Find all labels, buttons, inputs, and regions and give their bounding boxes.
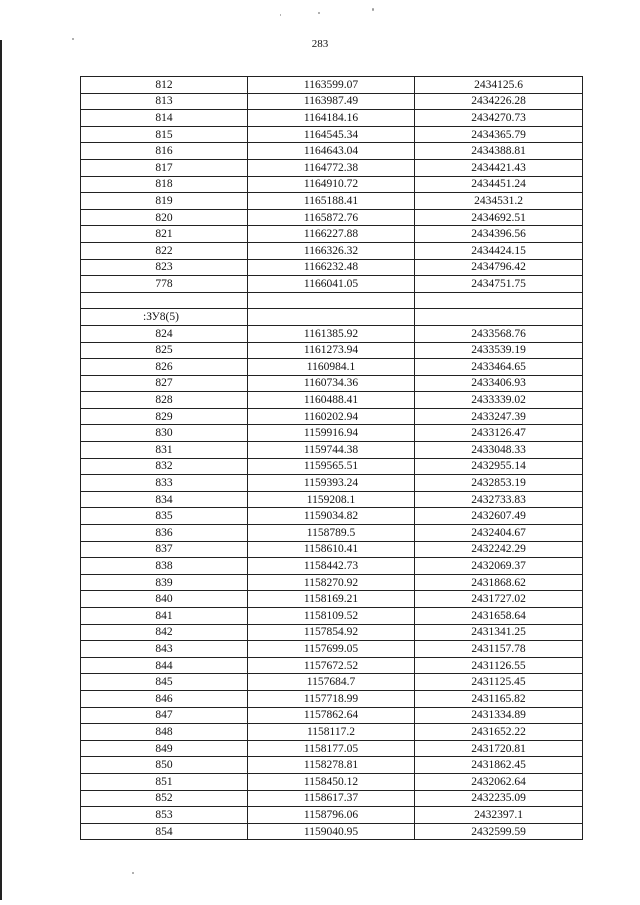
x-coordinate-cell: 1159040.95 bbox=[248, 823, 415, 840]
y-coordinate-cell: 2434531.2 bbox=[415, 193, 583, 210]
point-number-cell: 778 bbox=[81, 276, 248, 293]
point-number-cell: 854 bbox=[81, 823, 248, 840]
table-row bbox=[81, 226, 583, 243]
x-coordinate-cell: 1158617.37 bbox=[248, 790, 415, 807]
y-coordinate-cell: 2434796.42 bbox=[415, 259, 583, 276]
point-number-cell: 818 bbox=[81, 176, 248, 193]
x-coordinate-cell: 1158278.81 bbox=[248, 757, 415, 774]
point-number-cell: 844 bbox=[81, 657, 248, 674]
y-coordinate-cell: 2434388.81 bbox=[415, 143, 583, 160]
x-coordinate-cell: 1166227.88 bbox=[248, 226, 415, 243]
x-coordinate-cell: 1161385.92 bbox=[248, 325, 415, 342]
x-coordinate-cell: 1160984.1 bbox=[248, 359, 415, 376]
x-coordinate-cell: 1158450.12 bbox=[248, 773, 415, 790]
point-number-cell: 817 bbox=[81, 159, 248, 176]
y-coordinate-cell: 2431862.45 bbox=[415, 757, 583, 774]
table-row bbox=[81, 790, 583, 807]
y-coordinate-cell: 2431652.22 bbox=[415, 724, 583, 741]
table-row bbox=[81, 690, 583, 707]
table-row bbox=[81, 110, 583, 127]
table-row bbox=[81, 508, 583, 525]
point-number-cell: 853 bbox=[81, 807, 248, 824]
x-coordinate-cell: 1164643.04 bbox=[248, 143, 415, 160]
table-row bbox=[81, 176, 583, 193]
y-coordinate-cell: 2431157.78 bbox=[415, 641, 583, 658]
x-coordinate-cell: 1158789.5 bbox=[248, 525, 415, 542]
table-row bbox=[81, 608, 583, 625]
x-coordinate-cell: 1160488.41 bbox=[248, 392, 415, 409]
x-coordinate-cell: 1158169.21 bbox=[248, 591, 415, 608]
table-row bbox=[81, 408, 583, 425]
y-coordinate-cell: 2431126.55 bbox=[415, 657, 583, 674]
point-number-cell: 846 bbox=[81, 690, 248, 707]
x-coordinate-cell: 1165188.41 bbox=[248, 193, 415, 210]
y-coordinate-cell: 2432955.14 bbox=[415, 458, 583, 475]
table-row bbox=[81, 591, 583, 608]
y-coordinate-cell: 2432062.64 bbox=[415, 773, 583, 790]
point-number-cell: 832 bbox=[81, 458, 248, 475]
point-number-cell: 827 bbox=[81, 375, 248, 392]
table-row bbox=[81, 657, 583, 674]
y-coordinate-cell: 2433568.76 bbox=[415, 325, 583, 342]
table-row bbox=[81, 342, 583, 359]
table-row bbox=[81, 624, 583, 641]
y-coordinate-cell: 2432853.19 bbox=[415, 475, 583, 492]
x-coordinate-cell: 1158270.92 bbox=[248, 574, 415, 591]
point-number-cell: 829 bbox=[81, 408, 248, 425]
x-coordinate-cell: 1158610.41 bbox=[248, 541, 415, 558]
y-coordinate-cell: 2434125.6 bbox=[415, 77, 583, 94]
table-row bbox=[81, 193, 583, 210]
table-row bbox=[81, 143, 583, 160]
scan-speck bbox=[280, 14, 281, 16]
y-coordinate-cell: 2432733.83 bbox=[415, 491, 583, 508]
scan-speck bbox=[132, 872, 134, 874]
point-number-cell: 813 bbox=[81, 93, 248, 110]
point-number-cell: 850 bbox=[81, 757, 248, 774]
scan-speck bbox=[72, 38, 74, 40]
point-number-cell: 842 bbox=[81, 624, 248, 641]
x-coordinate-cell: 1157718.99 bbox=[248, 690, 415, 707]
x-coordinate-cell: 1163987.49 bbox=[248, 93, 415, 110]
point-number-cell: 833 bbox=[81, 475, 248, 492]
table-row bbox=[81, 724, 583, 741]
point-number-cell: 838 bbox=[81, 558, 248, 575]
y-coordinate-cell: 2434365.79 bbox=[415, 126, 583, 143]
table-row bbox=[81, 740, 583, 757]
x-coordinate-cell: 1163599.07 bbox=[248, 77, 415, 94]
y-coordinate-cell: 2432599.59 bbox=[415, 823, 583, 840]
page-number: 283 bbox=[311, 38, 329, 50]
y-coordinate-cell: 2432235.09 bbox=[415, 790, 583, 807]
table-row bbox=[81, 525, 583, 542]
y-coordinate-cell: 2432404.67 bbox=[415, 525, 583, 542]
section-row bbox=[81, 309, 583, 326]
x-coordinate-cell: 1159034.82 bbox=[248, 508, 415, 525]
table-row bbox=[81, 574, 583, 591]
x-coordinate-cell: 1164545.34 bbox=[248, 126, 415, 143]
x-coordinate-cell: 1159208.1 bbox=[248, 491, 415, 508]
y-coordinate-cell: 2434270.73 bbox=[415, 110, 583, 127]
y-coordinate-cell: 2433406.93 bbox=[415, 375, 583, 392]
x-coordinate-cell: 1158109.52 bbox=[248, 608, 415, 625]
table-row bbox=[81, 458, 583, 475]
y-coordinate-cell: 2433339.02 bbox=[415, 392, 583, 409]
y-coordinate-cell: 2432607.49 bbox=[415, 508, 583, 525]
x-coordinate-cell: 1166232.48 bbox=[248, 259, 415, 276]
table-row bbox=[81, 475, 583, 492]
table-row bbox=[81, 126, 583, 143]
point-number-cell: 847 bbox=[81, 707, 248, 724]
y-coordinate-cell: 2431727.02 bbox=[415, 591, 583, 608]
point-number-cell: 841 bbox=[81, 608, 248, 625]
point-number-cell: 821 bbox=[81, 226, 248, 243]
x-coordinate-cell: 1158177.05 bbox=[248, 740, 415, 757]
point-number-cell: 819 bbox=[81, 193, 248, 210]
table-row bbox=[81, 425, 583, 442]
point-number-cell: 851 bbox=[81, 773, 248, 790]
y-coordinate-cell: 2434424.15 bbox=[415, 242, 583, 259]
point-number-cell: 843 bbox=[81, 641, 248, 658]
x-coordinate-cell: 1161273.94 bbox=[248, 342, 415, 359]
scan-speck bbox=[372, 8, 374, 11]
section-label: :ЗУ8(5) bbox=[81, 309, 248, 326]
y-coordinate-cell: 2434692.51 bbox=[415, 209, 583, 226]
x-coordinate-cell: 1159916.94 bbox=[248, 425, 415, 442]
coordinates-block-b bbox=[81, 325, 583, 839]
x-coordinate-cell: 1164184.16 bbox=[248, 110, 415, 127]
y-coordinate-cell: 2434421.43 bbox=[415, 159, 583, 176]
point-number-cell: 814 bbox=[81, 110, 248, 127]
table-row bbox=[81, 757, 583, 774]
y-coordinate-cell: 2431125.45 bbox=[415, 674, 583, 691]
y-coordinate-cell: 2433126.47 bbox=[415, 425, 583, 442]
y-coordinate-cell: 2432397.1 bbox=[415, 807, 583, 824]
table-row bbox=[81, 242, 583, 259]
y-coordinate-cell: 2434751.75 bbox=[415, 276, 583, 293]
point-number-cell: 825 bbox=[81, 342, 248, 359]
x-coordinate-cell: 1159393.24 bbox=[248, 475, 415, 492]
scan-speck bbox=[318, 12, 320, 14]
table-row bbox=[81, 491, 583, 508]
table-row bbox=[81, 541, 583, 558]
point-number-cell: 839 bbox=[81, 574, 248, 591]
point-number-cell: 831 bbox=[81, 442, 248, 459]
y-coordinate-cell: 2431165.82 bbox=[415, 690, 583, 707]
x-coordinate-cell: 1158442.73 bbox=[248, 558, 415, 575]
table-row bbox=[81, 93, 583, 110]
table-row bbox=[81, 773, 583, 790]
point-number-cell: 835 bbox=[81, 508, 248, 525]
x-coordinate-cell: 1165872.76 bbox=[248, 209, 415, 226]
point-number-cell: 836 bbox=[81, 525, 248, 542]
x-coordinate-cell: 1159744.38 bbox=[248, 442, 415, 459]
x-coordinate-cell: 1158117.2 bbox=[248, 724, 415, 741]
point-number-cell: 815 bbox=[81, 126, 248, 143]
table-row bbox=[81, 823, 583, 840]
table-row bbox=[81, 674, 583, 691]
y-coordinate-cell: 2434396.56 bbox=[415, 226, 583, 243]
section-break bbox=[81, 292, 583, 325]
point-number-cell: 823 bbox=[81, 259, 248, 276]
table-row bbox=[81, 641, 583, 658]
blank-row bbox=[81, 292, 583, 309]
table-row bbox=[81, 159, 583, 176]
point-number-cell: 834 bbox=[81, 491, 248, 508]
point-number-cell: 824 bbox=[81, 325, 248, 342]
point-number-cell: 816 bbox=[81, 143, 248, 160]
table-row bbox=[81, 276, 583, 293]
table-row bbox=[81, 392, 583, 409]
y-coordinate-cell: 2434226.28 bbox=[415, 93, 583, 110]
x-coordinate-cell: 1160734.36 bbox=[248, 375, 415, 392]
point-number-cell: 840 bbox=[81, 591, 248, 608]
point-number-cell: 852 bbox=[81, 790, 248, 807]
table-row bbox=[81, 375, 583, 392]
x-coordinate-cell: 1157862.64 bbox=[248, 707, 415, 724]
y-coordinate-cell: 2432242.29 bbox=[415, 541, 583, 558]
x-coordinate-cell: 1157854.92 bbox=[248, 624, 415, 641]
x-coordinate-cell: 1157699.05 bbox=[248, 641, 415, 658]
point-number-cell: 820 bbox=[81, 209, 248, 226]
point-number-cell: 837 bbox=[81, 541, 248, 558]
point-number-cell: 830 bbox=[81, 425, 248, 442]
table-row bbox=[81, 209, 583, 226]
y-coordinate-cell: 2433048.33 bbox=[415, 442, 583, 459]
point-number-cell: 822 bbox=[81, 242, 248, 259]
y-coordinate-cell: 2431334.89 bbox=[415, 707, 583, 724]
coordinates-table bbox=[80, 76, 583, 840]
y-coordinate-cell: 2433247.39 bbox=[415, 408, 583, 425]
coordinates-block-a bbox=[81, 77, 583, 293]
y-coordinate-cell: 2431720.81 bbox=[415, 740, 583, 757]
y-coordinate-cell: 2433464.65 bbox=[415, 359, 583, 376]
y-coordinate-cell: 2432069.37 bbox=[415, 558, 583, 575]
y-coordinate-cell: 2431341.25 bbox=[415, 624, 583, 641]
x-coordinate-cell: 1157672.52 bbox=[248, 657, 415, 674]
x-coordinate-cell: 1160202.94 bbox=[248, 408, 415, 425]
point-number-cell: 845 bbox=[81, 674, 248, 691]
x-coordinate-cell: 1164772.38 bbox=[248, 159, 415, 176]
table-row bbox=[81, 807, 583, 824]
table-row bbox=[81, 707, 583, 724]
y-coordinate-cell: 2434451.24 bbox=[415, 176, 583, 193]
point-number-cell: 849 bbox=[81, 740, 248, 757]
point-number-cell: 826 bbox=[81, 359, 248, 376]
x-coordinate-cell: 1158796.06 bbox=[248, 807, 415, 824]
scan-left-border bbox=[0, 40, 2, 900]
x-coordinate-cell: 1166041.05 bbox=[248, 276, 415, 293]
point-number-cell: 812 bbox=[81, 77, 248, 94]
point-number-cell: 848 bbox=[81, 724, 248, 741]
x-coordinate-cell: 1164910.72 bbox=[248, 176, 415, 193]
y-coordinate-cell: 2431658.64 bbox=[415, 608, 583, 625]
table-row bbox=[81, 77, 583, 94]
table-row bbox=[81, 442, 583, 459]
x-coordinate-cell: 1157684.7 bbox=[248, 674, 415, 691]
table-row bbox=[81, 558, 583, 575]
x-coordinate-cell: 1159565.51 bbox=[248, 458, 415, 475]
point-number-cell: 828 bbox=[81, 392, 248, 409]
y-coordinate-cell: 2431868.62 bbox=[415, 574, 583, 591]
table-row bbox=[81, 259, 583, 276]
y-coordinate-cell: 2433539.19 bbox=[415, 342, 583, 359]
x-coordinate-cell: 1166326.32 bbox=[248, 242, 415, 259]
table-row bbox=[81, 325, 583, 342]
table-row bbox=[81, 359, 583, 376]
